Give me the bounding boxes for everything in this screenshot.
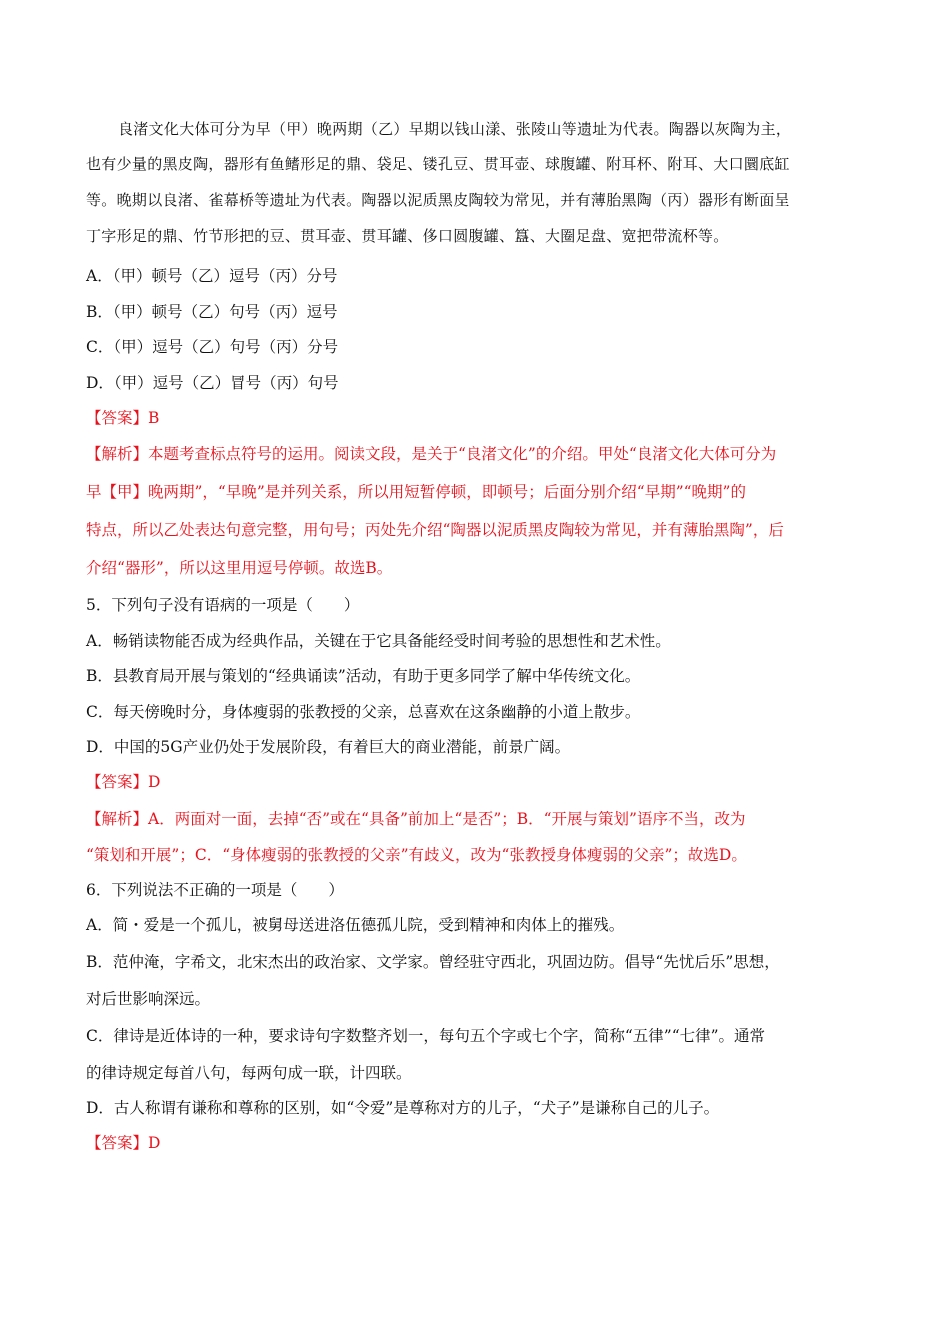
q6-option-d: D．古人称谓有谦称和尊称的区别，如“令爱”是尊称对方的儿子，“犬子”是谦称自己的儿子。 — [86, 1099, 720, 1117]
q5-answer: 【答案】D — [86, 773, 161, 791]
q4-option-c: C．（甲）逗号（乙）句号（丙）分号 — [86, 338, 339, 356]
q6-option-b-cont: 对后世影响深远。 — [86, 990, 211, 1008]
passage-line: 丁字形足的鼎、竹节形把的豆、贯耳壶、贯耳罐、侈口圆腹罐、簋、大圈足盘、宽把带流杯等。 — [86, 227, 729, 245]
q4-option-a: A．（甲）顿号（乙）逗号（丙）分号 — [86, 267, 338, 285]
q5-option-d: D．中国的5G产业仍处于发展阶段，有着巨大的商业潜能，前景广阔。 — [86, 738, 571, 756]
q6-answer: 【答案】D — [86, 1134, 161, 1152]
q5-analysis-line: “策划和开展”；C．“身体瘦弱的张教授的父亲”有歧义，改为“张教授身体瘦弱的父亲”；故选D。 — [86, 846, 747, 864]
q5-stem: 5．下列句子没有语病的一项是（ ） — [86, 596, 360, 614]
passage-line: 也有少量的黑皮陶，器形有鱼鳍形足的鼎、袋足、镂孔豆、贯耳壶、球腹罐、附耳杯、附耳、大口圜底缸 — [86, 155, 790, 173]
q6-stem: 6．下列说法不正确的一项是（ ） — [86, 881, 344, 899]
q5-option-c: C．每天傍晚时分，身体瘦弱的张教授的父亲，总喜欢在这条幽静的小道上散步。 — [86, 703, 641, 721]
q4-analysis-line: 【解析】本题考查标点符号的运用。阅读文段，是关于“良渚文化”的介绍。甲处“良渚文化大体可分为 — [86, 445, 777, 463]
q4-analysis-line: 介绍“器形”，所以这里用逗号停顿。故选B。 — [86, 559, 393, 577]
q4-option-b: B．（甲）顿号（乙）句号（丙）逗号 — [86, 303, 338, 321]
q4-answer: 【答案】B — [86, 409, 160, 427]
q6-option-a: A．简・爱是一个孤儿，被舅母送进洛伍德孤儿院，受到精神和肉体上的摧残。 — [86, 916, 625, 934]
q4-analysis-line: 早【甲】晚两期”，“早晚”是并列关系，所以用短暂停顿，即顿号；后面分别介绍“早期”“晚期”的 — [86, 483, 746, 501]
q5-analysis-line: 【解析】A．两面对一面，去掉“否”或在“具备”前加上“是否”；B．“开展与策划”语序不当，改为 — [86, 810, 746, 828]
passage-line: 良渚文化大体可分为早（甲）晚两期（乙）早期以钱山漾、张陵山等遗址为代表。陶器以灰陶为主， — [118, 120, 792, 138]
q4-analysis-line: 特点，所以乙处表达句意完整，用句号；丙处先介绍“陶器以泥质黑皮陶较为常见，并有薄胎黑陶”，后 — [86, 521, 784, 539]
q6-option-c: C．律诗是近体诗的一种，要求诗句字数整齐划一，每句五个字或七个字，简称“五律”“七律”。通常 — [86, 1027, 766, 1045]
passage-line: 等。晚期以良渚、雀幕桥等遗址为代表。陶器以泥质黑皮陶较为常见，并有薄胎黑陶（丙）器形有断面呈 — [86, 191, 790, 209]
q5-option-b: B．县教育局开展与策划的“经典诵读”活动，有助于更多同学了解中华传统文化。 — [86, 667, 641, 685]
q4-option-d: D．（甲）逗号（乙）冒号（丙）句号 — [86, 374, 339, 392]
q5-option-a: A．畅销读物能否成为经典作品，关键在于它具备能经受时间考验的思想性和艺术性。 — [86, 632, 671, 650]
q6-option-c-cont: 的律诗规定每首八句，每两句成一联，计四联。 — [86, 1064, 412, 1082]
q6-option-b: B．范仲淹，字希文，北宋杰出的政治家、文学家。曾经驻守西北，巩固边防。倡导“先忧后乐”思想， — [86, 953, 780, 971]
